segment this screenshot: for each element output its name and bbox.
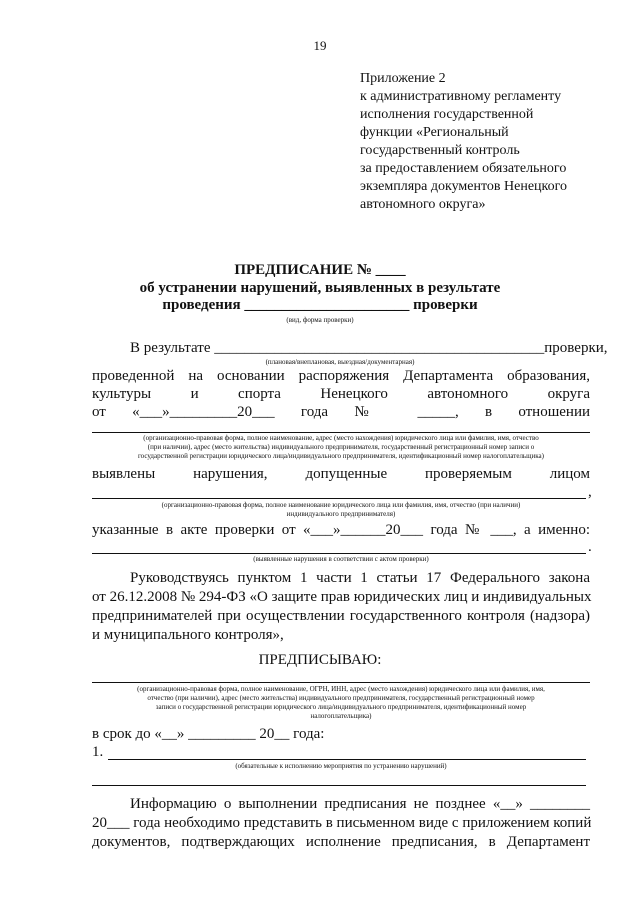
p1-line2: проведенной на основании распоряжения Департамента образования, (92, 368, 590, 384)
appendix-line: к административному регламенту (360, 89, 562, 104)
period: . (588, 539, 592, 555)
p3-line4: и муниципального контроля», (92, 627, 284, 643)
appendix-line: экземпляра документов Ненецкого (360, 179, 568, 194)
hint-inspection-type: (вид, форма проверки) (286, 316, 354, 324)
appendix-block (360, 70, 567, 214)
hint-measures: (обязательные к исполнению мероприятия по устранению нарушений) (235, 762, 447, 770)
p4-line2: 20___ года необходимо представить в письменном виде с приложением копий (92, 815, 592, 831)
fill-line (108, 759, 586, 760)
appendix-line: функции «Региональный (360, 125, 509, 140)
hint-violator-b: индивидуального предпринимателя) (286, 510, 396, 518)
hint-order-c: записи о государственной регистрации юридического лица/индивидуального предпринимателя, идентификационный номер (155, 703, 527, 711)
p1-line3: культуры и спорта Ненецкого автономного округа (92, 386, 590, 402)
appendix-line: автономного округа» (360, 197, 486, 212)
title-subline: об устранении нарушений, выявленных в результате (139, 280, 501, 296)
hint-violations: (выявленные нарушения в соответствии с актом проверки) (253, 555, 429, 563)
deadline-line: в срок до «__» _________ 20__ года: (92, 726, 325, 742)
p2-line1: выявлены нарушения, допущенные проверяемым лицом (92, 466, 590, 482)
appendix-line: государственный контроль (360, 143, 520, 158)
document-title: ПРЕДПИСАНИЕ № ____ (234, 262, 406, 278)
hint-entity-b: (при наличии), адрес (место жительства) индивидуального предпринимателя, государственный регистрационный номер записи о (147, 443, 535, 451)
fill-line (92, 432, 590, 433)
appendix-line: за предоставлением обязательного (360, 161, 567, 176)
appendix-line: Приложение 2 (360, 71, 446, 86)
fill-line (92, 682, 590, 683)
hint-entity-a: (организационно-правовая форма, полное наименование, адрес (место нахождения) юридического лица или фамилия, имя, отчество (143, 434, 539, 442)
hint-violator-a: (организационно-правовая форма, полное наименование юридического лица или фамилия, имя, отчество (при наличии) (161, 501, 521, 509)
hint-order-b: отчество (при наличии), адрес (место жительства) индивидуального предпринимателя, государственный регистрационный номер (147, 694, 535, 702)
fill-line (92, 553, 586, 554)
p1-line1: В результате ____________________________________________проверки, (130, 340, 608, 356)
hint-order-d: налогоплательщика) (310, 712, 372, 720)
p4-line3: документов, подтверждающих исполнение предписания, в Департамент (92, 834, 590, 850)
order-heading: ПРЕДПИСЫВАЮ: (258, 652, 382, 668)
hint-inspection-kind: (плановая/внеплановая, выездная/документарная) (265, 358, 415, 366)
p3-line3: предпринимателей при осуществлении государственного контроля (надзора) (92, 608, 590, 624)
item-number: 1. (92, 744, 104, 760)
page-number: 19 (313, 38, 327, 53)
comma: , (588, 484, 592, 500)
hint-entity-c: государственной регистрации юридического лица/индивидуального предпринимателя, идентификационный номер налогоплательщика) (137, 452, 544, 460)
p4-line1: Информацию о выполнении предписания не позднее «__» ________ (130, 796, 590, 812)
fill-line (92, 785, 586, 786)
hint-order-a: (организационно-правовая форма, полное наименование, ОГРН, ИНН, адрес (место нахождения) юридического лица или фамилия, имя, (137, 685, 545, 693)
p3-line1: Руководствуясь пунктом 1 части 1 статьи 17 Федерального закона (130, 570, 590, 586)
p3-line2: от 26.12.2008 № 294-ФЗ «О защите прав юридических лиц и индивидуальных (92, 589, 592, 605)
fill-line (92, 498, 586, 499)
p1-line4: от «___»_________20___ года № _____, в отношении (92, 404, 590, 420)
appendix-line: исполнения государственной (360, 107, 534, 122)
p2-line2: указанные в акте проверки от «___»______20___ года № ___, а именно: (92, 522, 590, 538)
title-inspection-type: проведения ______________________ проверки (162, 297, 478, 313)
